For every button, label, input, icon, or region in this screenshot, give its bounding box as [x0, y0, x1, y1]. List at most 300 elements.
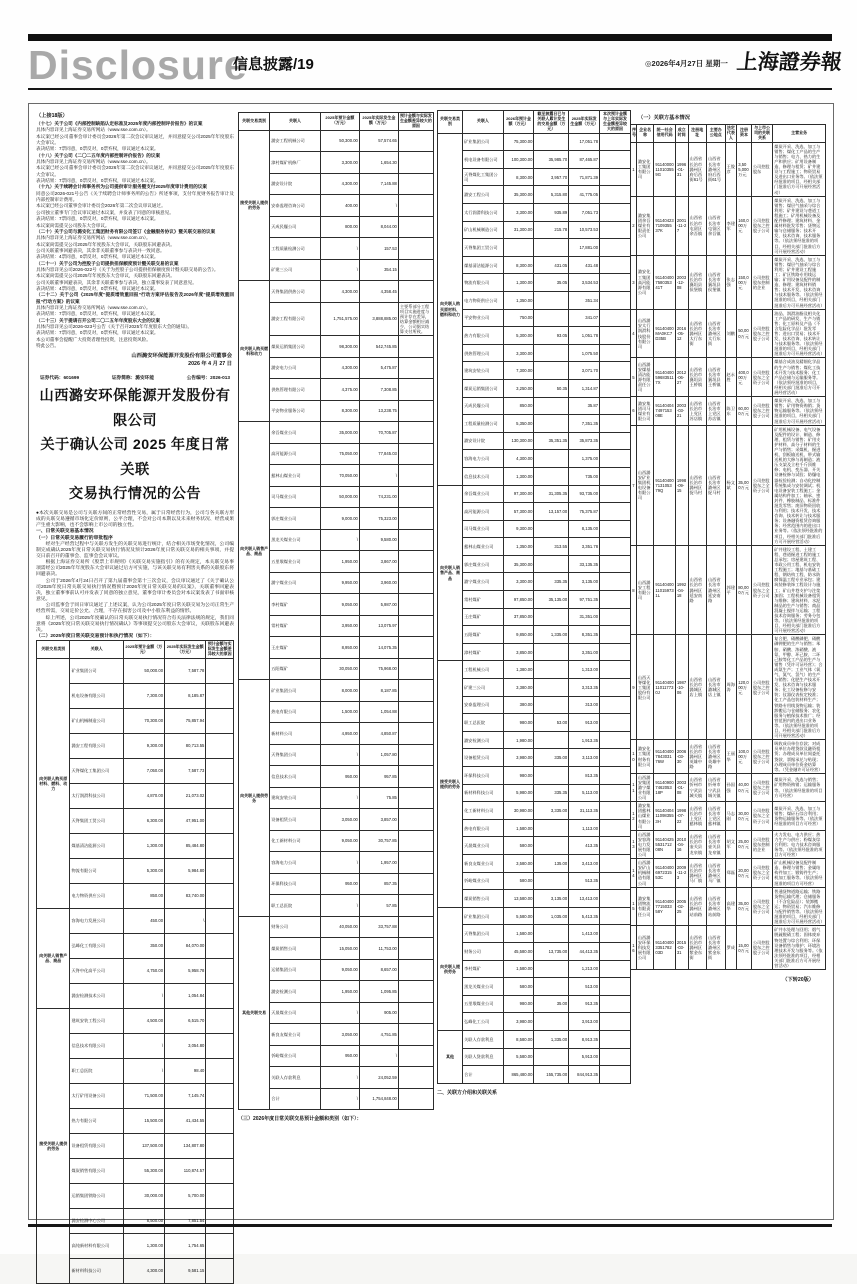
table-cell: 80,000万元 [737, 545, 752, 635]
table-cell: 335.00 [534, 749, 569, 767]
table-cell: 100,300.00 [503, 151, 534, 169]
table-cell: 15,500.00 [123, 1108, 164, 1133]
table-cell: 8,950.00 [320, 637, 359, 659]
table-cell [600, 767, 631, 785]
table-cell: 公司控股股东之控股子公司 [751, 926, 772, 970]
table-cell: 5,958.78 [165, 958, 206, 983]
table-cell: 1,580.00 [503, 925, 534, 943]
table-cell [398, 281, 433, 303]
resolution-line: 公司关联董事回避表决，其余非关联董事参与表决，独立董事发表了同意意见。 [36, 279, 197, 285]
table-row [438, 784, 631, 802]
table-cell: 41,434.55 [165, 1108, 206, 1133]
table-cell [398, 130, 433, 152]
table-row [438, 978, 631, 996]
table-cell: 44,413.35 [569, 942, 600, 960]
table-cell: 矿业集团公司 [270, 680, 321, 702]
column-header: 截至披露日已与关联人累计发生的交易金额（万元） [534, 111, 569, 134]
table-cell [600, 872, 631, 890]
table-cell: 7,050.00 [123, 758, 164, 783]
table-cell: 2 [631, 196, 637, 255]
table-cell: 司马煤业公司 [270, 486, 321, 508]
row-group-label: 向关联人提供劳务 [438, 907, 463, 1030]
table-cell: 1,375.00 [569, 450, 600, 468]
table-cell: 煤炭开采、洗选与销售；矿用物资购销；运输服务等。（依法须经批准的项目方可经营） [773, 773, 826, 801]
table-row [438, 256, 631, 274]
table-cell: 天脊集团工贸公司 [70, 808, 123, 833]
table-cell: 山西省长治市潞州区英雄中路 [707, 740, 726, 774]
table-cell: 57,300.00 [503, 503, 534, 521]
table-cell: 公司控股股东之控股子公司 [751, 773, 772, 801]
table-cell: 3,980.00 [503, 1013, 534, 1031]
table-cell: 45,580.00 [503, 942, 534, 960]
table-cell [534, 520, 569, 538]
table-cell: 天晟煤业公司 [270, 1002, 321, 1024]
table-cell: 9,050.00 [320, 959, 359, 981]
table-cell: 91140400335178203D [654, 926, 675, 970]
table-cell [206, 958, 234, 983]
table-cell: 91140423710935537K [654, 196, 675, 255]
table-cell: 山西省长治市潞州区马厂镇 [688, 859, 707, 887]
table-cell: 57.85 [359, 895, 398, 917]
stock-short-name: 证券简称：潞安环能 [111, 375, 155, 381]
table-cell [398, 173, 433, 195]
table-cell: 91140400713105379Q [654, 425, 675, 545]
column-header: 2025年预计金额（万元） [123, 641, 164, 659]
table-cell: 公司控股股东控制的企业 [751, 830, 772, 858]
table-cell [206, 833, 234, 858]
table-cell: 供热管理有限公司 [270, 379, 321, 401]
table-cell [534, 696, 569, 714]
table-cell: 胡文军 [725, 830, 737, 858]
table-cell [398, 615, 433, 637]
table-cell [534, 291, 569, 309]
signature-company: 山西潞安环保能源开发股份有限公司董事会 [131, 353, 232, 360]
table-cell: 1,957.00 [359, 852, 398, 874]
table-cell: 957.85 [359, 766, 398, 788]
table-cell: 1,654.30 [359, 152, 398, 174]
table-cell: 潞安检测中心公司 [70, 1208, 123, 1233]
table-cell: 47,951.00 [165, 808, 206, 833]
table-cell: 五里堠煤业公司 [270, 551, 321, 573]
table-cell: 91140400758035341T [654, 255, 675, 309]
table-cell: 7,351.35 [569, 415, 600, 433]
table-cell [206, 733, 234, 758]
table-cell [600, 1048, 631, 1066]
table-cell: 35,873.35 [569, 432, 600, 450]
column-header: 主要办公地点 [707, 125, 726, 143]
table-cell: 煤炭运销集团公司 [270, 336, 321, 358]
table-row [239, 680, 434, 702]
table-cell: 3,413.00 [569, 854, 600, 872]
table-cell: 油品、润滑油脂及相关化工产品的研发、生产与销售；化工原料及产品（不含危险化学品）批发零售；进出口贸易；技术开发、技术咨询、技术转让与技术服务等。（依法须经批准的项目，经相关部门批准后方可开展经营活动） [774, 310, 825, 357]
table-cell: 平安物业服务公司 [270, 400, 321, 422]
table-cell: 1,580.00 [503, 819, 534, 837]
stock-code: 证券代码：601699 [40, 375, 80, 381]
table-row [438, 837, 631, 855]
table-cell: 14,075.35 [359, 637, 398, 659]
table-cell: 王庄煤矿 [463, 608, 504, 626]
table-cell: 9,580.00 [359, 529, 398, 551]
table-cell [398, 1088, 433, 1110]
table-cell: 130,300.00 [503, 432, 534, 450]
table-cell: 山西省长治市潞州区延安南路 [707, 545, 726, 635]
table-cell: 潞宁煤业公司 [270, 572, 321, 594]
table-cell: 354.15 [359, 259, 398, 281]
table-cell: 山西省长治市潞州区马厂镇 [707, 859, 726, 887]
table-cell: 97,751.35 [569, 591, 600, 609]
table-row [438, 591, 631, 609]
table-cell: 70,050.00 [320, 465, 359, 487]
table-cell: 850.00 [503, 397, 534, 415]
table-cell [600, 362, 631, 380]
table-cell: 5,315.80 [534, 186, 569, 204]
table-cell: 3,335.00 [534, 802, 569, 820]
table-cell: 4,300.00 [320, 173, 359, 195]
table-cell [398, 938, 433, 960]
table-cell: 980.00 [503, 995, 534, 1013]
table-cell: 煤炭销售公司 [463, 890, 504, 908]
table-cell: 98.40 [165, 1058, 206, 1083]
table-cell: 矿井建设工程、土建工程、巷道掘进工程的施工总承包；房屋建筑工程、市政公用工程、机电安装工程施工；地基与基础工程、钢结构工程、防水防腐保温工程专业承包；建筑装修装饰工程设计与施工；矿山井巷支护与注浆加固；工程机械设备租赁与维修；建筑材料、水泥制品的生产与销售；商品混凝土搅拌与运输；工程技术咨询服务；劳务分包等。（依法须经批准的项目，经相关部门批准后方可开展经营活动） [773, 545, 826, 635]
table-cell: 513.00 [569, 978, 600, 996]
table-cell: 21,073.02 [165, 783, 206, 808]
table-cell [206, 758, 234, 783]
table-row [438, 1013, 631, 1031]
table-cell [600, 186, 631, 204]
table-cell: 7 [631, 425, 637, 545]
table-cell: 工程质量检测公司 [463, 415, 504, 433]
table-cell [600, 538, 631, 556]
table-cell: 950.00 [320, 873, 359, 895]
table-cell: 环保科技公司 [270, 873, 321, 895]
table-cell [600, 925, 631, 943]
table-cell: 75,323.00 [359, 508, 398, 530]
table-cell: 913.00 [569, 714, 600, 732]
table-cell: 41,775.05 [569, 186, 600, 204]
table-cell: 化工新材料公司 [463, 802, 504, 820]
table-cell: 潞安集团余吾煤业有限责任公司 [636, 196, 654, 255]
column-header: 预计金额与实际发生金额差异较大的原因 [398, 113, 433, 131]
table-cell: 高河能源公司 [463, 503, 504, 521]
table-cell [206, 1233, 234, 1258]
table-cell [600, 397, 631, 415]
table-cell [398, 594, 433, 616]
table-cell [534, 978, 569, 996]
resolution-line: 本议案已经公司董事会审计委员会2026年第二次会议审议通过，并同意提交公司2025年年度股东大会审议。 [36, 133, 234, 146]
resolution-line: （十七）关于公司《内部控制缺陷认定标准及2025年度内部控制评价报告》的议案 [36, 121, 203, 126]
table-cell: 山西潞安矿业集团机电设备有限公司 [636, 425, 654, 545]
table-cell [600, 854, 631, 872]
table-cell: 煤炭开采、洗选、加工与销售；矿用物资购销；货物运输服务等。（依法须经批准的项目，经相关部门批准后方可开展经营活动） [774, 398, 825, 424]
resolution-line: 表决结果：7票同意，0票反对，0票弃权，审议通过本议案。 [36, 330, 159, 336]
table-cell: 15 [631, 887, 637, 926]
table-cell: 职工总医院 [463, 714, 504, 732]
table-cell [600, 379, 631, 397]
resolution-line: 具体内容详见公司2026-022号《关于为控股子公司提供担保额度预计暨关联交易的公告》。 [36, 266, 219, 272]
table-row [239, 422, 434, 444]
table-cell [534, 450, 569, 468]
table-cell: 漳村煤矿机修厂 [270, 152, 321, 174]
table-cell: 53.00 [534, 714, 569, 732]
column-header: 成立时间 [675, 125, 688, 143]
table-cell: 3,534.53 [569, 274, 600, 292]
table-cell: 煤炭开采、洗选、加工与销售；煤化工产品的生产与销售；电力、热力的生产和供应；矿用设备制造、修理与租赁；矿井建设与工程施工；物资贸易及进出口业务等。（依法须经批准的项目，经相关部门批准后方可开展经营活动） [773, 142, 826, 196]
table-row [631, 773, 826, 801]
table-cell: 9,050.00 [320, 594, 359, 616]
table-cell: 75,050.00 [320, 443, 359, 465]
table-cell [398, 379, 433, 401]
table-header-row [239, 113, 434, 131]
table-cell [398, 152, 433, 174]
table-cell [398, 787, 433, 809]
table-cell: 矿业集团公司 [463, 907, 504, 925]
table-cell: 合计 [463, 1066, 504, 1084]
table-cell: 公司控股股东之全资子公司 [751, 887, 772, 926]
table-cell: 9,300.00 [123, 733, 164, 758]
table-cell: \ [123, 983, 164, 1008]
table-cell: 335.35 [534, 573, 569, 591]
bottom-page-rule [28, 1224, 832, 1227]
table-cell: 山西省长治市潞州区捉马村 [707, 425, 726, 545]
table-cell: 1,500.00 [320, 701, 359, 723]
table-cell: 安泰监理公司 [463, 696, 504, 714]
table-cell: 建筑安装公司 [463, 362, 504, 380]
table-cell: 潞安设计院 [270, 173, 321, 195]
table-cell: \ [165, 908, 206, 933]
resolution-line: 表决结果：7票同意，0票反对，0票弃权，审议通过本议案。 [36, 216, 159, 222]
table-cell: 余吾煤业公司 [270, 422, 321, 444]
table-cell: 5,580.00 [503, 1048, 534, 1066]
table-cell [398, 723, 433, 745]
table-cell: \ [320, 259, 359, 281]
table-cell: 3,960.00 [359, 572, 398, 594]
table-cell: 郭庄煤业公司 [463, 555, 504, 573]
table-cell: 煤炭开采、洗选、加工与销售；煤矸石综合利用；货物运输服务等。（依法须经批准的项目方可经营） [773, 802, 826, 830]
table-cell [534, 344, 569, 362]
table-cell: 9,581.15 [165, 1258, 206, 1283]
table-cell: 3,867.00 [359, 551, 398, 573]
table-row [438, 555, 631, 573]
resolution-line: （十九）关于续聘会计师事务所为公司提供审计服务暨支付2025年度审计费用的议案 [36, 184, 208, 190]
table-cell: 潞安化工集团有限公司 [636, 142, 654, 196]
table-cell: 山西潞安工程有限公司 [636, 545, 654, 635]
table-row [438, 467, 631, 485]
table-cell: 潞安检测公司 [463, 731, 504, 749]
table-cell: 950.00 [320, 1045, 359, 1067]
table-cell: 山西天脊煤化工集团股份有限公司 [636, 635, 654, 740]
signature-block [36, 353, 234, 368]
table-cell: 公司控股股东之全资子公司 [751, 545, 772, 635]
table-cell: 主要系部分工程项目实施进度与预计存在差异，结算金额相应减少，公司据实结算支付所致。 [398, 302, 433, 336]
table-cell: 91140400110117730J [654, 635, 675, 740]
table-cell: 刘鹏 [725, 309, 737, 358]
table-cell: 2012-06-27 [675, 358, 688, 397]
table-cell [600, 555, 631, 573]
table-cell: 80,713.55 [165, 733, 206, 758]
table-cell [600, 450, 631, 468]
table-row [438, 432, 631, 450]
table-cell [534, 767, 569, 785]
table-cell: 1,075.50 [569, 344, 600, 362]
table-cell: 75,968.00 [359, 658, 398, 680]
column-1 [36, 112, 234, 1284]
column-header: 关联人 [270, 113, 321, 131]
table-cell: 5,984.80 [165, 858, 206, 883]
table-cell: 4,500.00 [123, 1008, 164, 1033]
resolution-line: 具体内容详见上海证券交易所网站（www.sse.com.cn）。 [36, 127, 151, 133]
table-cell: 公司控股股东控制的企业 [751, 255, 772, 309]
table-cell: \ [320, 852, 359, 874]
table-cell: 91140400596835117X [654, 358, 675, 397]
table-cell: 容海电力发展公司 [70, 908, 123, 933]
table-cell: 天成民爆公司 [270, 216, 321, 238]
table-row [438, 151, 631, 169]
table-cell [600, 661, 631, 679]
table-row [438, 133, 631, 151]
table-cell: 3,050.00 [320, 1024, 359, 1046]
table-cell: 山西省长治市潞州区太行东街 [707, 309, 726, 358]
table-cell: 137,500.00 [123, 1133, 164, 1158]
table-cell: 矿山机械设备及配件制造、修理与销售；金属结构件加工；锻铸件生产；机加工服务等。（依法须经批准的项目方可经营） [773, 859, 826, 887]
table-cell: 余吾煤业公司 [463, 485, 504, 503]
table-cell [398, 422, 433, 444]
resolution-line: 本议案已经公司董事会审计委员会2026年第二次会议审议通过，并同意提交公司2025年年度股东大会审议。 [36, 165, 234, 177]
table-cell: 信息技术有限公司 [70, 1033, 123, 1058]
notice-number: 公告编号：2026-013 [186, 375, 230, 381]
table-cell: 建筑安装工程公司 [70, 1008, 123, 1033]
table-row [438, 608, 631, 626]
table-cell: 热电有限公司 [270, 701, 321, 723]
table-cell: \ [320, 238, 359, 260]
table-cell: 57,574.65 [359, 130, 398, 152]
table-cell: 1998-07-22 [675, 802, 688, 830]
table-cell: 设备租赁公司 [270, 809, 321, 831]
table-cell: 17,881.00 [569, 239, 600, 257]
table-cell [534, 309, 569, 327]
resolution-line: 本议案尚需提交公司2025年年度股东大会审议，关联股东回避表决。 [36, 241, 175, 247]
table-cell: 1,751,575.00 [320, 302, 359, 336]
table-cell [534, 555, 569, 573]
column-header: 预计金额与实际发生金额差异较大的原因 [206, 641, 234, 659]
table-cell: 5,980.00 [503, 784, 534, 802]
table-cell: \ [320, 744, 359, 766]
table-row [438, 291, 631, 309]
table-cell: 35,000万元 [737, 425, 752, 545]
table-cell: 5,700.00 [165, 1183, 206, 1208]
table-row [438, 168, 631, 186]
table-cell [534, 239, 569, 257]
table-cell: 容海电力公司 [463, 450, 504, 468]
table-cell: 100,000万元 [737, 740, 752, 774]
table-cell: 天脊集团供热公司 [270, 281, 321, 303]
table-cell: 山西省长治市上党区慈林镇 [688, 802, 707, 830]
table-cell: 5 [631, 358, 637, 397]
table-cell: 87,465.87 [569, 151, 600, 169]
table-row [438, 520, 631, 538]
table-cell: 13,075.97 [359, 615, 398, 637]
table-cell: 3,300.00 [503, 344, 534, 362]
table-cell: 杨文斌 [725, 425, 737, 545]
table-cell: 普通货物道路运输；铁路货物运输代理；仓储服务（不含危险品）；装卸搬运；物资贸易；汽车维修与配件销售等。（依法须经批准的项目，经相关部门批准后方可开展经营活动） [774, 888, 825, 925]
table-cell: 850.00 [123, 883, 164, 908]
resolution-line: 本议案已经公司董事会审计委员会2026年第二次会议审议通过。 [36, 203, 166, 209]
table-row [37, 1008, 234, 1033]
table-cell [534, 872, 569, 890]
table-cell: 335.35 [534, 784, 569, 802]
table-cell: 313.55 [534, 538, 569, 556]
table-cell: 5,350.00 [503, 415, 534, 433]
table-cell: 4,300.00 [123, 1258, 164, 1283]
table-cell: \ [320, 787, 359, 809]
table-cell [398, 1067, 433, 1089]
table-cell [206, 908, 234, 933]
table-cell: 11 [631, 773, 637, 801]
table-cell: 1,380.00 [503, 661, 534, 679]
table-cell: 1,054.88 [359, 701, 398, 723]
table-cell: 97,850.00 [503, 591, 534, 609]
stock-info-line [36, 375, 234, 381]
table-cell: 忻峪煤业公司 [463, 872, 504, 890]
table-cell [534, 925, 569, 943]
resolution-line: 公司独立董事专门会议审议通过本议案，并发表了同意的审核意见。 [36, 209, 174, 215]
table-cell [600, 432, 631, 450]
table-cell: 8,300.00 [320, 400, 359, 422]
table-cell: 431.48 [569, 256, 600, 274]
table-cell: 山西潞安环保科技发展有限公司 [636, 926, 654, 970]
table-cell: 潞安电力公司 [270, 357, 321, 379]
table-cell: \ [320, 1067, 359, 1089]
table-cell: 93,735.00 [569, 485, 600, 503]
table-cell: 高河能源公司 [270, 443, 321, 465]
table-cell: 潞安检测公司 [270, 981, 321, 1003]
table-row [438, 925, 631, 943]
table-cell: 15,050.00 [320, 938, 359, 960]
table-cell: 844,913.35 [569, 1066, 600, 1084]
table-cell: 新材料科技公司 [463, 784, 504, 802]
table-row [631, 830, 826, 858]
table-cell [534, 731, 569, 749]
resolution-line: 表决结果：7票同意，0票反对，0票弃权，审议通过本议案。 [36, 178, 159, 184]
table-cell: 8,351.35 [569, 626, 600, 644]
table-cell: 31,300.00 [503, 221, 534, 239]
table-cell: 35.05 [534, 274, 569, 292]
table-cell [206, 983, 234, 1008]
table-cell [398, 1002, 433, 1024]
table-row [631, 309, 826, 358]
table-cell: 天脊中化高平公司 [70, 958, 123, 983]
table-cell: 火力发电、电力供应；热力生产与供应；粉煤灰综合利用；电力技术咨询服务等。（依法须经批准的项目方可经营） [773, 830, 826, 858]
table-cell: 1,300.00 [503, 467, 534, 485]
table-cell: 1996-01-31 [675, 142, 688, 196]
table-row [239, 916, 434, 938]
table-row [438, 942, 631, 960]
table-cell: 380.00 [503, 696, 534, 714]
table-cell [398, 336, 433, 358]
table-cell: 35,135.00 [534, 591, 569, 609]
column-header: 关联人 [70, 641, 123, 659]
table-cell: 71,871.39 [569, 168, 600, 186]
table-cell: 7,587.73 [165, 758, 206, 783]
table-cell: 孙国强 [725, 773, 737, 801]
table-row [631, 545, 826, 635]
table-cell: 山西潞安煤基清洁能源有限责任公司 [636, 358, 654, 397]
table-row [438, 204, 631, 222]
table-cell [206, 1208, 234, 1233]
table-cell: 黑龙关煤业公司 [270, 529, 321, 551]
table-row [631, 926, 826, 970]
table-cell: 35,985.70 [534, 151, 569, 169]
table-cell: 13,157.00 [534, 503, 569, 521]
